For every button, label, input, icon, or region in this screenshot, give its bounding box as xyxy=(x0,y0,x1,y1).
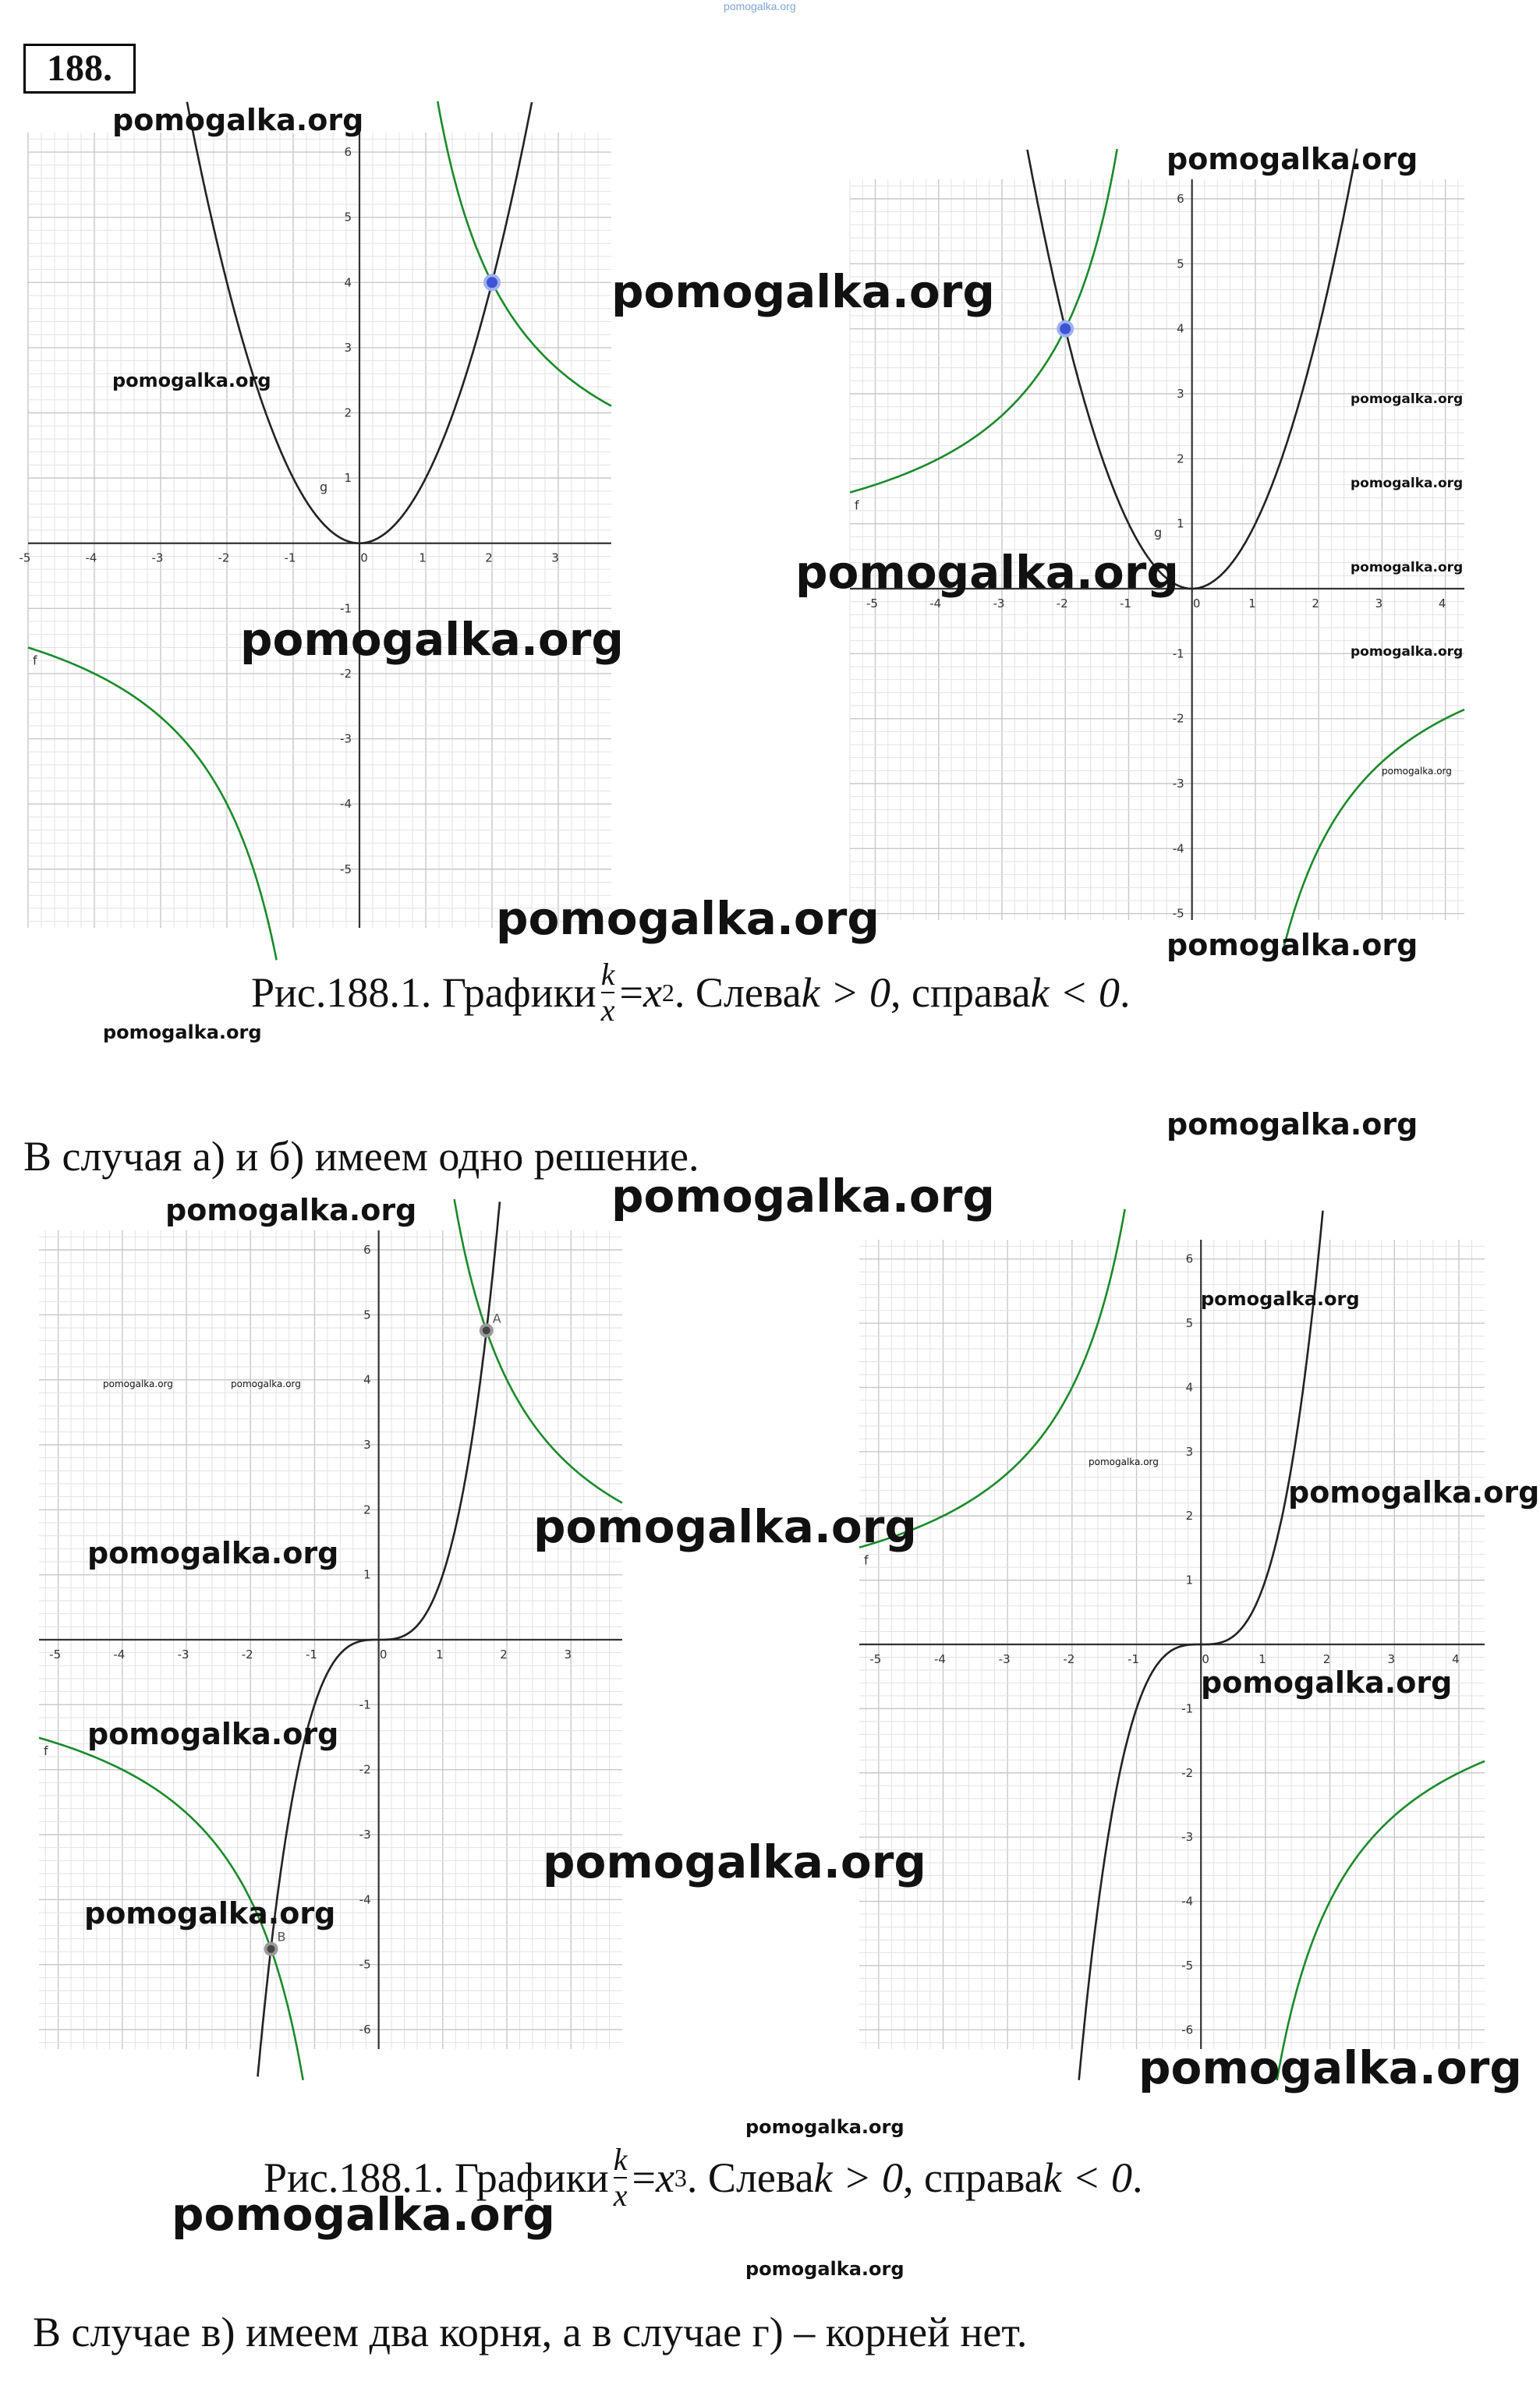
y-tick-label: -1 xyxy=(1181,1701,1194,1716)
x-tick-label: -1 xyxy=(305,1648,317,1662)
y-tick-label: 1 xyxy=(1185,1573,1194,1587)
x-tick-label: -3 xyxy=(151,550,164,565)
caption-prefix: Рис.188.1. Графики xyxy=(264,2154,609,2201)
y-tick-label: -4 xyxy=(359,1892,371,1907)
x-tick-label: -2 xyxy=(218,550,230,565)
x-tick-label: 1 xyxy=(1259,1652,1266,1666)
intersection-point xyxy=(266,1944,277,1955)
y-tick-label: 5 xyxy=(1177,257,1184,271)
paragraph-one-solution: В случая а) и б) имеем одно решение. xyxy=(23,1133,699,1180)
y-tick-label: 4 xyxy=(1185,1380,1194,1395)
y-tick-label: -3 xyxy=(1172,777,1184,791)
y-tick-label: -6 xyxy=(1181,2023,1194,2037)
y-tick-label: 6 xyxy=(363,1243,371,1257)
caption-condition-right: k < 0 xyxy=(1030,969,1120,1016)
watermark: pomogalka.org xyxy=(172,2188,555,2241)
caption-condition-right: k < 0 xyxy=(1043,2154,1133,2201)
y-tick-label: 3 xyxy=(363,1438,371,1452)
y-tick-label: -5 xyxy=(359,1957,371,1972)
y-tick-label: -1 xyxy=(359,1697,371,1712)
series-label: f xyxy=(44,1743,48,1758)
series-label: g xyxy=(320,479,328,494)
x-tick-label: 2 xyxy=(1312,596,1319,611)
x-tick-label: 0 xyxy=(360,550,368,565)
watermark: pomogalka.org xyxy=(1167,1107,1418,1141)
watermark: pomogalka.org xyxy=(87,1536,339,1570)
y-tick-label: 2 xyxy=(1185,1509,1194,1524)
watermark: pomogalka.org xyxy=(745,2116,905,2138)
watermark: pomogalka.org xyxy=(231,1379,301,1389)
hyperbola-curve xyxy=(437,101,611,406)
watermark: pomogalka.org xyxy=(1351,644,1464,660)
watermark: pomogalka.org xyxy=(103,1021,262,1043)
caption-end: . xyxy=(1120,969,1131,1016)
y-tick-label: -3 xyxy=(1181,1830,1194,1845)
y-tick-label: -2 xyxy=(1181,1765,1194,1780)
caption-fraction xyxy=(601,957,615,1028)
y-tick-label: -4 xyxy=(1181,1894,1194,1909)
watermark: pomogalka.org xyxy=(795,546,1179,599)
series-label: g xyxy=(1153,525,1163,540)
point-label: B xyxy=(277,1929,286,1945)
y-tick-label: 6 xyxy=(1185,1251,1194,1266)
y-tick-label: 5 xyxy=(344,210,352,225)
caption-rhs-base: x xyxy=(655,2154,674,2201)
x-tick-label: 1 xyxy=(1248,596,1256,611)
y-tick-label: 1 xyxy=(344,471,352,486)
y-tick-label: 6 xyxy=(344,145,352,160)
x-tick-label: -3 xyxy=(177,1648,189,1662)
y-tick-label: 4 xyxy=(344,275,352,290)
graph-x3-k-negative xyxy=(859,1240,1485,2049)
point-label: A xyxy=(492,1311,501,1326)
y-tick-label: 3 xyxy=(1185,1444,1194,1459)
series-label: f xyxy=(864,1552,869,1568)
y-tick-label: -4 xyxy=(1172,841,1184,856)
watermark: pomogalka.org xyxy=(112,370,271,391)
y-tick-label: -1 xyxy=(340,601,352,616)
watermark: pomogalka.org xyxy=(1351,391,1464,407)
y-tick-label: 1 xyxy=(363,1567,371,1582)
watermark: pomogalka.org xyxy=(745,2258,905,2280)
x-tick-label: -1 xyxy=(284,550,296,565)
y-tick-label: -2 xyxy=(1172,711,1184,726)
y-tick-label: -5 xyxy=(1172,906,1184,921)
watermark: pomogalka.org xyxy=(1201,1288,1360,1310)
hyperbola-curve xyxy=(1277,1761,1485,2080)
x-tick-label: 2 xyxy=(485,550,493,565)
x-tick-label: -1 xyxy=(1128,1652,1140,1666)
grid xyxy=(28,133,611,928)
caption-text-left: . Слева xyxy=(686,2154,814,2201)
x-tick-label: 0 xyxy=(1192,596,1201,611)
hyperbola-curve xyxy=(1283,710,1464,952)
x-tick-label: 1 xyxy=(436,1648,444,1662)
watermark: pomogalka.org xyxy=(1138,2041,1522,2094)
y-tick-label: 5 xyxy=(363,1308,371,1322)
x-tick-label: -5 xyxy=(19,550,31,565)
y-tick-label: 2 xyxy=(363,1502,371,1517)
caption-condition-left: k > 0 xyxy=(801,969,891,1016)
caption-equals: = xyxy=(632,2154,656,2201)
watermark: pomogalka.org xyxy=(165,1193,417,1227)
x-tick-label: -3 xyxy=(998,1652,1011,1666)
x-tick-label: -4 xyxy=(929,596,942,611)
watermark: pomogalka.org xyxy=(1201,1665,1453,1700)
fraction-numerator: k xyxy=(600,957,615,992)
x-tick-label: -4 xyxy=(113,1648,126,1662)
x-tick-label: 3 xyxy=(564,1648,572,1662)
y-tick-label: 4 xyxy=(363,1372,371,1387)
caption-condition-left: k > 0 xyxy=(813,2154,904,2201)
x-tick-label: -2 xyxy=(241,1648,253,1662)
watermark: pomogalka.org xyxy=(1089,1456,1159,1467)
x-tick-label: -2 xyxy=(1063,1652,1075,1666)
y-tick-label: 6 xyxy=(1177,192,1184,206)
y-tick-label: -3 xyxy=(340,731,352,746)
y-tick-label: -2 xyxy=(340,666,352,681)
x-tick-label: -4 xyxy=(934,1652,946,1666)
y-tick-label: 2 xyxy=(1177,451,1184,466)
y-tick-label: 2 xyxy=(344,405,352,420)
x-tick-label: -3 xyxy=(993,596,1005,611)
intersection-point xyxy=(485,275,499,289)
figure-caption-1 xyxy=(251,957,1131,1028)
x-tick-label: 1 xyxy=(419,550,427,565)
y-tick-label: -1 xyxy=(1172,646,1184,661)
watermark: pomogalka.org xyxy=(611,1170,995,1223)
y-tick-label: -5 xyxy=(340,862,352,876)
watermark: pomogalka.org xyxy=(611,265,995,318)
watermark: pomogalka.org xyxy=(496,892,880,945)
y-tick-label: -4 xyxy=(340,797,352,812)
caption-text-left: . Слева xyxy=(674,969,802,1016)
x-tick-label: 2 xyxy=(1322,1652,1331,1666)
y-tick-label: -2 xyxy=(359,1762,371,1777)
caption-prefix: Рис.188.1. Графики xyxy=(251,969,597,1016)
y-tick-label: -6 xyxy=(359,2023,371,2037)
x-tick-label: 3 xyxy=(1375,596,1383,611)
watermark: pomogalka.org xyxy=(1288,1475,1540,1510)
caption-rhs-exponent: 3 xyxy=(674,2163,687,2192)
y-tick-label: 3 xyxy=(1177,387,1184,401)
x-tick-label: -5 xyxy=(49,1648,62,1662)
watermark: pomogalka.org xyxy=(543,1835,926,1888)
intersection-point xyxy=(481,1325,492,1336)
y-tick-label: 4 xyxy=(1177,321,1184,336)
caption-rhs-base: x xyxy=(643,969,662,1016)
x-tick-label: -5 xyxy=(869,1652,882,1666)
hyperbola-curve xyxy=(850,149,1117,492)
watermark: pomogalka.org xyxy=(112,103,364,137)
x-tick-label: 0 xyxy=(1202,1652,1209,1666)
fraction-denominator: x xyxy=(613,2178,628,2213)
fraction-denominator: x xyxy=(600,993,615,1028)
x-tick-label: 4 xyxy=(1452,1652,1460,1666)
watermark: pomogalka.org xyxy=(1167,142,1418,176)
series-label: f xyxy=(33,653,37,668)
paragraph-two-roots: В случае в) имеем два корня, а в случае г) – корней нет. xyxy=(33,2309,1028,2355)
problem-number: 188. xyxy=(23,44,136,94)
watermark: pomogalka.org xyxy=(84,1896,336,1931)
y-tick-label: 1 xyxy=(1177,516,1184,531)
watermark: pomogalka.org xyxy=(1167,928,1418,962)
x-tick-label: 2 xyxy=(500,1648,508,1662)
x-tick-label: 3 xyxy=(551,550,559,565)
caption-fraction xyxy=(614,2143,628,2213)
x-tick-label: 3 xyxy=(1387,1652,1396,1666)
watermark: pomogalka.org xyxy=(240,613,624,666)
x-tick-label: 0 xyxy=(379,1648,388,1662)
caption-rhs-exponent: 2 xyxy=(661,978,674,1007)
x-tick-label: 4 xyxy=(1438,596,1446,611)
y-tick-label: -5 xyxy=(1181,1958,1194,1973)
y-tick-label: 3 xyxy=(344,340,352,355)
caption-text-right: , справа xyxy=(890,969,1031,1016)
caption-end: . xyxy=(1132,2154,1143,2201)
fraction-numerator: k xyxy=(613,2142,628,2177)
series-label: f xyxy=(855,497,859,513)
watermark: pomogalka.org xyxy=(533,1500,917,1553)
intersection-point xyxy=(1058,322,1072,336)
x-tick-label: -1 xyxy=(1119,596,1131,611)
watermark: pomogalka.org xyxy=(103,1379,173,1389)
watermark: pomogalka.org xyxy=(1351,476,1464,491)
y-tick-label: -3 xyxy=(359,1828,371,1842)
x-tick-label: -2 xyxy=(1056,596,1068,611)
watermark: pomogalka.org xyxy=(87,1717,339,1751)
caption-equals: = xyxy=(619,969,643,1016)
y-tick-label: 5 xyxy=(1185,1316,1194,1331)
watermark: pomogalka.org xyxy=(1382,766,1452,777)
caption-text-right: , справа xyxy=(903,2154,1043,2201)
top-watermark: pomogalka.org xyxy=(724,0,796,12)
x-tick-label: -4 xyxy=(85,550,97,565)
graph-x2-k-positive xyxy=(19,133,611,928)
watermark: pomogalka.org xyxy=(1351,560,1464,575)
x-tick-label: -5 xyxy=(866,596,878,611)
